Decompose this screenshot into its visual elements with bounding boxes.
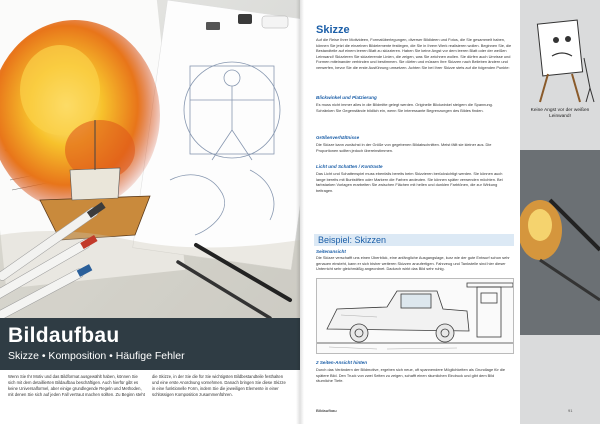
page-subtitle: Skizze • Komposition • Häufige Fehler <box>8 350 185 362</box>
paragraph-seitenansicht: Die Skizze verschafft uns einen Überblick, eine anfängliche Ausgangslage, kurz wie der gute Entwurf schon sehr genauen einsteht, kann er sich bisher weiteren Skizzen anzufertigen. Fahrzeug und Tankstelle sind hier dieser Unterricht sehr gleichmäßig angeordnet. Dadurch wirkt das Bild sehr ruhig. <box>316 255 510 271</box>
truck-sketch <box>316 278 514 354</box>
paragraph-groessen: Die Skizze kann zunächst in der Größe von gegebenen Bildabschnitten. Meist fällt sie kleiner aus. Die Proportionen sollten jedoch übereinstimmen. <box>316 142 492 153</box>
sidebar-strip <box>520 0 600 424</box>
section-heading-skizze: Skizze <box>316 24 350 36</box>
page-title: Bildaufbau <box>8 324 120 347</box>
subheading-licht: Licht und Schatten / Kontraste <box>316 164 383 169</box>
paragraph-intro: Auf die Reise Ihrer Motivideen, Formatüberlegungen, diverser Bildideen und Fotos, die Sie gesammelt haben, können Sie jetzt die einzelnen Bildelemente festlegen, die Sie in Ihrem Werk realisieren wollen. Beginnen Sie, die Bestandteile auf einem leeren Blatt zu skizzieren. Haben Sie keine Angst vor dem leeren Blatt oder der weißen Leinwand! Skizzieren Sie skizzierende Linien, die zeigen, was Sie zeichnen wollen. Sie dürfen auch Umrisse und Formen miteinander verbinden und bestimmen. Sie dürfen und müssen Ihre Skizzen nach Belieben ändern und verwerfen, bevor Sie die erste Ausführung umsetzen. Achten Sie bei Ihrer Skizze stets auf die folgenden Punkte: <box>316 37 512 70</box>
subheading-groessen: Größenverhältnisse <box>316 135 360 140</box>
cartoon-caption: Keine Angst vor der weißen Leinwand! <box>530 108 590 119</box>
illustration-art <box>0 0 300 318</box>
paragraph-zwei-seiten: Durch das Verändern der Bildmotive, ergeben sich neue, oft spannendere Möglichkeiten als Grundlage für die spätere Bild. Den Truck von zwei Seiten zu zeigen, schafft einen räumlichen Eindruck und gibt dem Bild räumliche Tiefe. <box>316 367 506 383</box>
sidebar-art <box>520 0 600 424</box>
subheading-zwei-seiten: 2 Seiten-Ansicht hinten <box>316 360 368 365</box>
paragraph-blickwinkel: Es muss nicht immer alles in die Bildmitte gelegt werden. Originelle Blickwinkel steigern die Spannung. Schränken Sie Gegenstände bildlich ein, wenn Sie interessante Begrenzungen des Bildes finden. <box>316 102 493 113</box>
page-number: 91 <box>568 408 573 413</box>
book-gutter <box>296 0 304 424</box>
footer-section-name: Bildaufbau <box>316 408 337 413</box>
truck-sketch-art <box>317 279 514 354</box>
example-heading: Beispiel: Skizzen <box>318 235 387 245</box>
subheading-blickwinkel: Blickwinkel und Platzierung <box>316 95 377 100</box>
subheading-seitenansicht: Seitenansicht <box>316 249 346 254</box>
intro-text-col2: die Skizze, in der Sie die für Sie wichtigsten Bildbestandteile festhalten und eine erste Anordnung vornehmen. Danach bringen Sie diese Skizze in eine funktionelle Form, indem Sie die jeweiligen Elemente in einer schlüssigen Komposition zusammenführen. <box>152 374 286 398</box>
intro-text-col1: Wenn Sie Ihr Motiv und das Bildformat ausgewählt haben, können Sie sich mit dem detaillierten Bildaufbau beschäftigen. Auch hierfür gibt es keine Universalformel, aber einige grundlegende Regeln und Methoden, mit denen Sie sich auf jeden Fall vertraut machen sollten. Zu Beginn steht <box>8 374 145 398</box>
cover-illustration <box>0 0 300 318</box>
paragraph-licht: Das Licht und Schattenspiel muss ebenfalls bereits beim Skizzieren berücksichtigt werden. Sie können auch lange bereits mit Buntstiften oder Markern die Farben andeuten. Sie können später verwenden möchten. Bei farbstarken Vorlagen erarbeiten Sie zwischen Flächen mit hellen und dunklen Farbtönen, die zur Wirkung beitragen. <box>316 171 503 193</box>
